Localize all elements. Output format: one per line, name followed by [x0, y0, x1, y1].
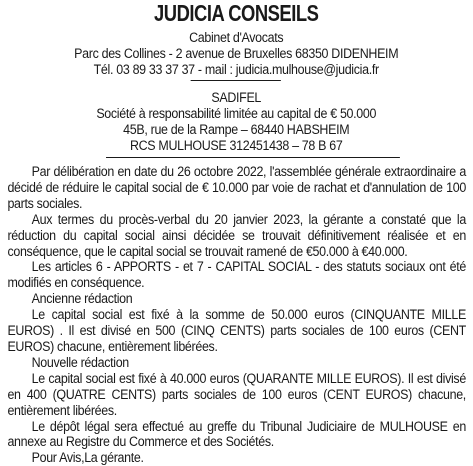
company-address: 45B, rue de la Rampe – 68440 HABSHEIM [123, 121, 350, 137]
firm-contact: Tél. 03 89 33 37 37 - mail : judicia.mulhouse@judicia.fr [93, 61, 379, 77]
paragraph-report: Aux termes du procès-verbal du 20 janvier 2023, la gérante a constaté que la réduction du capital social ainsi décidée se trouvait définitivement réalisée et en conséquence, que le capital social se trouvait ramené de €50.000 à €40.000. [7, 211, 466, 259]
company-rcs: RCS MULHOUSE 312451438 – 78 B 67 [129, 137, 343, 153]
label-old-wording: Ancienne rédaction [31, 291, 133, 307]
paragraph-articles: Les articles 6 - APPORTS - et 7 - CAPITAL SOCIAL - des statuts sociaux ont été modifiés en conséquence. [7, 259, 466, 291]
paragraph-new-wording: Le capital social est fixé à 40.000 euros (QUARANTE MILLE EUROS). Il est divisé en 400 (QUATRE CENTS) parts sociales de 100 euros (CENT EUROS) chacune, entièrement libérées. [7, 370, 466, 418]
firm-title: JUDICIA CONSEILS [154, 0, 319, 26]
company-block [0, 90, 472, 154]
divider-short [191, 80, 281, 81]
company-form: Société à responsabilité limitée au capital de € 50.000 [96, 105, 377, 121]
divider-long [106, 157, 400, 158]
signature: Pour Avis,La gérante. [31, 450, 144, 466]
company-name: SADIFEL [211, 90, 262, 105]
paragraph-deposit: Le dépôt légal sera effectué au greffe du Tribunal Judiciaire de MULHOUSE en annexe au Registre du Commerce et des Sociétés. [7, 418, 466, 450]
firm-header [0, 30, 472, 78]
firm-address: Parc des Collines - 2 avenue de Bruxelles 68350 DIDENHEIM [74, 45, 399, 61]
label-new-wording: Nouvelle rédaction [31, 354, 129, 370]
firm-type: Cabinet d'Avocats [189, 30, 284, 45]
paragraph-old-wording: Le capital social est fixé à la somme de 50.000 euros (CINQUANTE MILLE EUROS) . Il est divisé en 500 (CINQ CENTS) parts sociales de 100 euros (CENT EUROS) chacune, entièrement libérées. [7, 307, 466, 354]
notice-body [7, 164, 465, 466]
paragraph-deliberation: Par délibération en date du 26 octobre 2022, l'assemblée générale extraordinaire a décidé de réduire le capital social de € 10.000 par voie de rachat et d'annulation de 100 parts sociales. [7, 164, 466, 211]
